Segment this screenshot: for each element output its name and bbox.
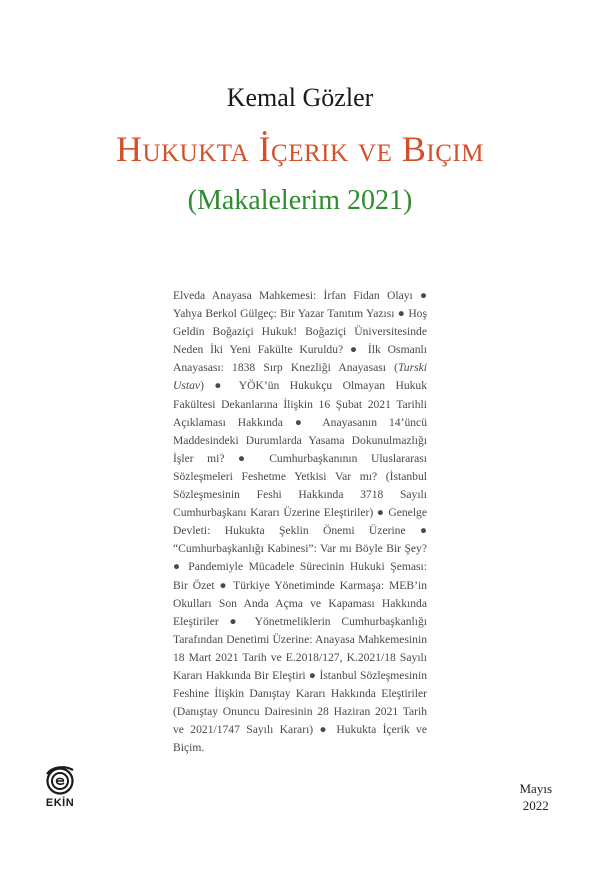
contents-item: İstanbul Sözleşmesinin Feshine İlişkin Danıştay Kararı Hakkında Eleştiriler (Danıştay Onuncu Dairesinin 28 Haziran 2021 Tarih ve 2021/1747 Sayılı Kararı): [173, 668, 427, 737]
contents-item: YÖK’ün Hukukçu Olmayan Hukuk Fakültesi Dekanlarına İlişkin 16 Şubat 2021 Tarihli Açıklaması Hakkında: [173, 379, 428, 429]
bullet-separator: ●: [343, 343, 368, 357]
bullet-separator: ●: [203, 379, 239, 393]
bullet-separator: ●: [282, 415, 323, 429]
bullet-separator: ●: [224, 451, 270, 465]
publisher-logo: [40, 765, 80, 809]
author-name: Kemal Gözler: [226, 83, 374, 112]
contents-item: Cumhurbaşkanının Uluslararası Sözleşmeleri Feshetme Yetkisi Var mı? (İstanbul Sözleşmesinin Feshi Hakkında 3718 Sayılı Cumhurbaşkanı Kararı Üzerine Eleştiriler): [173, 451, 427, 520]
contents-item: Elveda Anayasa Mahkemesi: İrfan Fidan Olayı: [173, 289, 413, 302]
contents-item: Hoş Geldin Boğaziçi Hukuk! Boğaziçi Üniversitesinde Neden İki Yeni Fakülte Kuruldu?: [173, 307, 427, 357]
contents-item: “Cumhurbaşkanlığı Kabinesi”: Var mı Böyle Bir Şey?: [173, 542, 427, 556]
contents-item: Hukukta İçerik ve Biçim.: [173, 723, 427, 755]
publication-month: Mayıs: [519, 781, 552, 796]
bullet-separator: ●: [214, 578, 234, 592]
bullet-separator: ●: [218, 614, 255, 628]
contents-item: Türkiye Yönetiminde Karmaşa: MEB’in Okulları Son Anda Açma ve Kapaması Hakkında Eleştiriler: [173, 578, 427, 628]
bullet-separator: ●: [173, 560, 189, 574]
publication-date: [520, 780, 553, 814]
contents-item: Yönetmeliklerin Cumhurbaşkanlığı Tarafından Denetimi Üzerine: Anayasa Mahkemesinin 18 Mart 2021 Tarih ve E.2018/127, K.2021/18 Sayılı Kararı Hakkında Bir Eleştiri: [173, 614, 427, 682]
ekin-logo-icon: [43, 765, 77, 795]
bullet-separator: ●: [373, 506, 389, 520]
bullet-separator: ●: [405, 524, 427, 538]
bullet-separator: ●: [394, 307, 409, 321]
bullet-separator: ●: [412, 289, 427, 302]
bullet-separator: ●: [313, 723, 337, 737]
contents-item: Pandemiyle Mücadele Sürecinin Hukuki Şeması: Bir Özet: [173, 560, 427, 592]
book-title: Hukukta İçerik ve Biçim: [116, 129, 484, 169]
publication-year: 2022: [522, 798, 549, 813]
book-subtitle: (Makalelerim 2021): [187, 185, 413, 216]
contents-item: İlk Osmanlı Anayasası: 1838 Sırp Knezliği Anayasası (Turski Ustav): [173, 343, 427, 393]
publisher-name: EKİN: [45, 797, 75, 809]
contents-item: Yahya Berkol Gülgeç: Bir Yazar Tanıtım Yazısı: [173, 307, 395, 321]
contents-item: Genelge Devleti: Hukukta Şeklin Önemi Üzerine: [173, 506, 427, 538]
contents-list: [173, 287, 427, 757]
contents-item: Anayasanın 14’üncü Maddesindeki Durumlarda Yasama Dokunulmazlığı İşler mi?: [173, 415, 427, 465]
bullet-separator: ●: [305, 668, 320, 682]
